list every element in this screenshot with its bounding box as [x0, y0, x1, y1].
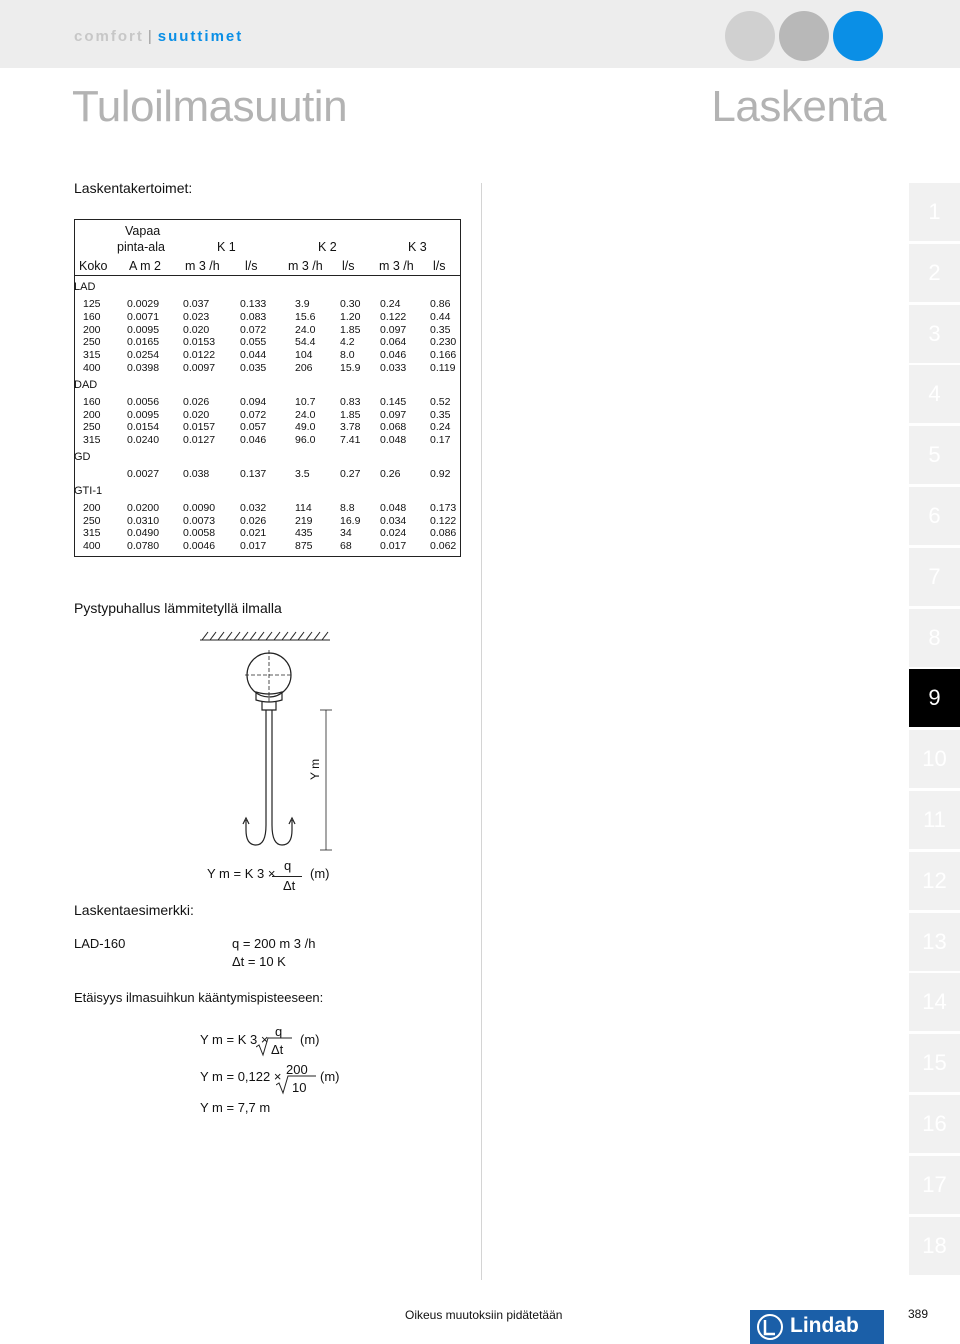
table-cell: 0.26	[380, 468, 401, 480]
table-cell: 0.083	[240, 310, 267, 323]
nozzle-shape	[245, 650, 293, 710]
table-cell: 250	[83, 336, 101, 349]
head-k3-text: K 3	[408, 240, 427, 254]
calc-line1-unit: (m)	[300, 1032, 320, 1047]
table-cell: 54.4	[295, 336, 316, 349]
example-dt: Δt = 10 K	[232, 954, 286, 969]
table-cell: 0.026	[240, 514, 267, 527]
table-cell: 0.035	[240, 362, 267, 374]
chapter-tab-10[interactable]: 10	[909, 730, 960, 788]
table-cell: 0.173	[430, 501, 457, 514]
chapter-tab-5[interactable]: 5	[909, 426, 960, 484]
table-cell: 0.068	[380, 421, 407, 434]
table-cell: 8.0	[340, 349, 355, 362]
table-cell: 3.5	[295, 468, 310, 480]
table-cell: 0.0046	[183, 540, 216, 553]
table-cell: 0.0154	[127, 421, 160, 434]
table-cell: 250	[83, 514, 101, 527]
calc-line1-num: q	[275, 1024, 283, 1039]
table-group-label: DAD	[74, 378, 98, 391]
example-q: q = 200 m 3 /h	[232, 936, 316, 951]
table-cell: 0.064	[380, 336, 407, 349]
table-cell: 1.85	[340, 323, 361, 336]
table-cell: 0.0153	[183, 336, 216, 349]
head-unit-1: m 3 /h	[185, 259, 220, 273]
table-cell: 114	[295, 501, 312, 514]
head-k2-text: K 2	[318, 240, 337, 254]
table-cell: 0.020	[183, 323, 210, 336]
table-cell: 0.0071	[127, 310, 160, 323]
table-cell: 0.044	[240, 349, 267, 362]
table-cell: 0.072	[240, 408, 267, 421]
decor-dot-3	[833, 11, 883, 61]
chapter-tab-14[interactable]: 14	[909, 973, 960, 1031]
table-cell: 0.0097	[183, 362, 216, 374]
table-row	[75, 409, 460, 422]
chapter-tab-2[interactable]: 2	[909, 244, 960, 302]
table-row	[75, 468, 460, 481]
table-cell: 0.0127	[183, 434, 216, 447]
table-row	[75, 298, 460, 311]
table-group-label: GTI-1	[74, 484, 103, 497]
table-cell: 0.032	[240, 501, 267, 514]
chapter-tab-3[interactable]: 3	[909, 305, 960, 363]
table-cell: 1.20	[340, 310, 361, 323]
table-cell: 0.017	[240, 540, 267, 553]
table-row	[75, 362, 460, 375]
chapter-tab-12[interactable]: 12	[909, 852, 960, 910]
table-cell: 0.0157	[183, 421, 216, 434]
coefficients-table	[74, 219, 461, 557]
table-cell: 24.0	[295, 408, 316, 421]
calc-line2-unit: (m)	[320, 1069, 340, 1084]
table-row	[75, 527, 460, 540]
table-cell: 0.086	[430, 527, 457, 540]
table-cell: 0.137	[240, 468, 267, 480]
footer-note: Oikeus muutoksiin pidätetään	[405, 1308, 563, 1322]
brand-suuttimet: suuttimet	[157, 28, 244, 45]
table-cell: 0.055	[240, 336, 267, 349]
ym-dimension-label: Y m	[308, 758, 322, 780]
table-cell: 24.0	[295, 323, 316, 336]
section-title: Laskenta	[711, 82, 886, 131]
table-cell: 7.41	[340, 434, 361, 447]
formula-numerator: q	[284, 858, 292, 873]
table-cell: 0.27	[340, 468, 361, 480]
lindab-emblem-icon	[756, 1313, 784, 1341]
table-cell: 10.7	[295, 395, 316, 408]
table-cell: 49.0	[295, 421, 316, 434]
table-cell: 0.44	[430, 310, 451, 323]
vertical-blow-heading: Pystypuhallus lämmitetyllä ilmalla	[74, 600, 282, 616]
table-cell: 0.24	[380, 298, 401, 310]
table-cell: 0.0490	[127, 527, 160, 540]
table-cell: 0.072	[240, 323, 267, 336]
table-cell: 200	[83, 323, 101, 336]
table-cell: 200	[83, 408, 101, 421]
table-cell: 0.033	[380, 362, 407, 374]
calc-line3: Y m = 7,7 m	[200, 1100, 271, 1115]
table-row	[75, 336, 460, 349]
table-cell: 0.119	[430, 362, 456, 374]
table-cell: 0.86	[430, 298, 451, 310]
formula-denominator: Δt	[283, 878, 296, 893]
head-vapaa: Vapaa	[125, 224, 161, 238]
table-cell: 0.0056	[127, 395, 160, 408]
table-cell: 0.0780	[127, 540, 160, 553]
page-number: 389	[908, 1307, 929, 1321]
head-k1-text: K 1	[217, 240, 236, 254]
table-cell: 206	[295, 362, 313, 374]
head-unit-4: l/s	[342, 259, 355, 273]
chapter-tab-9[interactable]: 9	[909, 669, 960, 727]
table-group-label: LAD	[74, 281, 96, 293]
table-row	[75, 502, 460, 515]
table-cell: 160	[83, 395, 101, 408]
formula-unit: (m)	[310, 866, 330, 881]
table-cell: 0.0058	[183, 527, 216, 540]
ceiling-hatch	[200, 632, 330, 640]
table-cell: 0.026	[183, 395, 210, 408]
table-cell: 8.8	[340, 501, 355, 514]
table-cell: 435	[295, 527, 313, 540]
brand-separator: |	[147, 28, 154, 45]
table-cell: 0.52	[430, 395, 451, 408]
table-cell: 0.097	[380, 408, 407, 421]
table-cell: 0.097	[380, 323, 407, 336]
table-cell: 0.0122	[183, 349, 216, 362]
table-cell: 0.057	[240, 421, 267, 434]
table-cell: 68	[340, 540, 352, 553]
table-cell: 250	[83, 421, 101, 434]
table-cell: 15.6	[295, 310, 316, 323]
decor-dot-1	[725, 11, 775, 61]
table-cell: 219	[295, 514, 313, 527]
chapter-tab-1[interactable]: 1	[909, 183, 960, 241]
table-cell: 0.046	[240, 434, 267, 447]
calc-line2-lhs: Y m = 0,122 ×	[200, 1069, 282, 1084]
table-row	[75, 421, 460, 434]
table-cell: 0.0310	[127, 514, 160, 527]
chapter-tab-15[interactable]: 15	[909, 1034, 960, 1092]
logo-wordmark: Lindab	[790, 1314, 859, 1337]
table-cell: 0.0200	[127, 501, 160, 514]
table-cell: 0.133	[240, 298, 267, 310]
table-cell: 0.230	[430, 336, 457, 349]
head-k2	[318, 240, 337, 254]
example-product: LAD-160	[74, 936, 126, 951]
calc-line2-den: 10	[292, 1080, 307, 1095]
airflow-lines	[243, 710, 295, 845]
table-cell: 15.9	[340, 362, 361, 374]
table-cell: 0.30	[340, 298, 361, 310]
table-cell: 0.0165	[127, 336, 160, 349]
table-cell: 160	[83, 310, 101, 323]
table-cell: 0.024	[380, 527, 407, 540]
chapter-tab-13[interactable]: 13	[909, 913, 960, 971]
table-cell: 0.0398	[127, 362, 160, 374]
coefficients-heading: Laskentakertoimet:	[74, 180, 193, 196]
head-pinta-ala: pinta-ala	[117, 240, 165, 254]
table-cell: 0.0090	[183, 501, 216, 514]
table-cell: 0.145	[380, 395, 407, 408]
table-cell: 0.35	[430, 408, 451, 421]
table-cell: 0.023	[183, 310, 210, 323]
table-cell: 0.0240	[127, 434, 160, 447]
chapter-tab-7[interactable]: 7	[909, 548, 960, 606]
head-koko: Koko	[79, 259, 108, 273]
table-cell: 315	[83, 434, 101, 447]
example-heading: Laskentaesimerkki:	[74, 902, 194, 918]
table-cell: 0.83	[340, 395, 361, 408]
table-cell: 200	[83, 501, 101, 514]
chapter-tab-4[interactable]: 4	[909, 365, 960, 423]
table-cell: 0.0073	[183, 514, 216, 527]
table-cell: 0.020	[183, 408, 210, 421]
table-row	[75, 434, 460, 447]
head-k3	[408, 240, 427, 254]
table-cell: 0.0254	[127, 349, 160, 362]
table-cell: 0.048	[380, 501, 407, 514]
head-unit-5: m 3 /h	[379, 259, 414, 273]
table-cell: 1.85	[340, 408, 361, 421]
calc-line1-lhs: Y m = K 3 ×	[200, 1032, 269, 1047]
table-cell: 0.062	[430, 540, 457, 553]
decor-dot-2	[779, 11, 829, 61]
table-cell: 0.35	[430, 323, 451, 336]
formula-lhs: Y m = K 3 ×	[207, 866, 276, 881]
head-k1	[217, 240, 236, 254]
table-cell: 0.094	[240, 395, 267, 408]
calc-line1-den: Δt	[271, 1042, 284, 1057]
table-cell: 0.0027	[127, 468, 160, 480]
table-cell: 0.122	[380, 310, 407, 323]
table-cell: 4.2	[340, 336, 355, 349]
table-cell: 0.048	[380, 434, 407, 447]
table-row	[75, 311, 460, 324]
table-cell: 0.038	[183, 468, 210, 480]
table-row	[75, 396, 460, 409]
table-cell: 315	[83, 349, 101, 362]
table-cell: 0.17	[430, 434, 451, 447]
table-cell: 96.0	[295, 434, 316, 447]
chapter-tab-11[interactable]: 11	[909, 791, 960, 849]
brand-line	[74, 28, 243, 45]
table-cell: 400	[83, 362, 101, 374]
table-cell: 0.24	[430, 421, 451, 434]
distance-heading: Etäisyys ilmasuihkun kääntymispisteeseen:	[74, 990, 324, 1005]
table-group-label: GD	[74, 451, 91, 463]
page-title: Tuloilmasuutin	[72, 82, 348, 131]
head-unit-6: l/s	[433, 259, 446, 273]
table-cell: 104	[295, 349, 313, 362]
table-cell: 0.0029	[127, 298, 160, 310]
table-cell: 875	[295, 540, 313, 553]
vertical-jet-diagram	[190, 630, 350, 880]
table-cell: 0.0095	[127, 408, 160, 421]
table-cell: 0.017	[380, 540, 407, 553]
table-cell: 0.021	[240, 527, 267, 540]
formula-fraction-bar	[272, 876, 302, 877]
table-cell: 0.034	[380, 514, 407, 527]
chapter-tab-17[interactable]: 17	[909, 1156, 960, 1214]
table-row	[75, 540, 460, 553]
table-row	[75, 515, 460, 528]
table-cell: 34	[340, 527, 352, 540]
head-unit-2: l/s	[245, 259, 258, 273]
table-cell: 3.9	[295, 298, 310, 310]
table-cell: 0.92	[430, 468, 451, 480]
table-row	[75, 349, 460, 362]
brand-comfort: comfort	[74, 28, 144, 45]
column-divider	[481, 183, 482, 1280]
lindab-logo	[750, 1310, 884, 1344]
calc-line2-num: 200	[286, 1062, 308, 1077]
table-cell: 0.166	[430, 349, 457, 362]
chapter-tab-6[interactable]: 6	[909, 487, 960, 545]
table-cell: 125	[83, 298, 101, 310]
table-cell: 0.122	[430, 514, 457, 527]
ym-dimension	[320, 710, 332, 850]
table-cell: 0.046	[380, 349, 407, 362]
table-header-rule	[75, 275, 460, 276]
table-cell: 3.78	[340, 421, 361, 434]
table-cell: 16.9	[340, 514, 361, 527]
table-row	[75, 324, 460, 337]
table-cell: 315	[83, 527, 101, 540]
table-cell: 0.0095	[127, 323, 160, 336]
chapter-tab-18[interactable]: 18	[909, 1217, 960, 1275]
head-unit-3: m 3 /h	[288, 259, 323, 273]
chapter-tab-8[interactable]: 8	[909, 609, 960, 667]
table-cell: 400	[83, 540, 101, 553]
head-area: A m 2	[129, 259, 161, 273]
chapter-tab-16[interactable]: 16	[909, 1095, 960, 1153]
table-cell: 0.037	[183, 298, 210, 310]
